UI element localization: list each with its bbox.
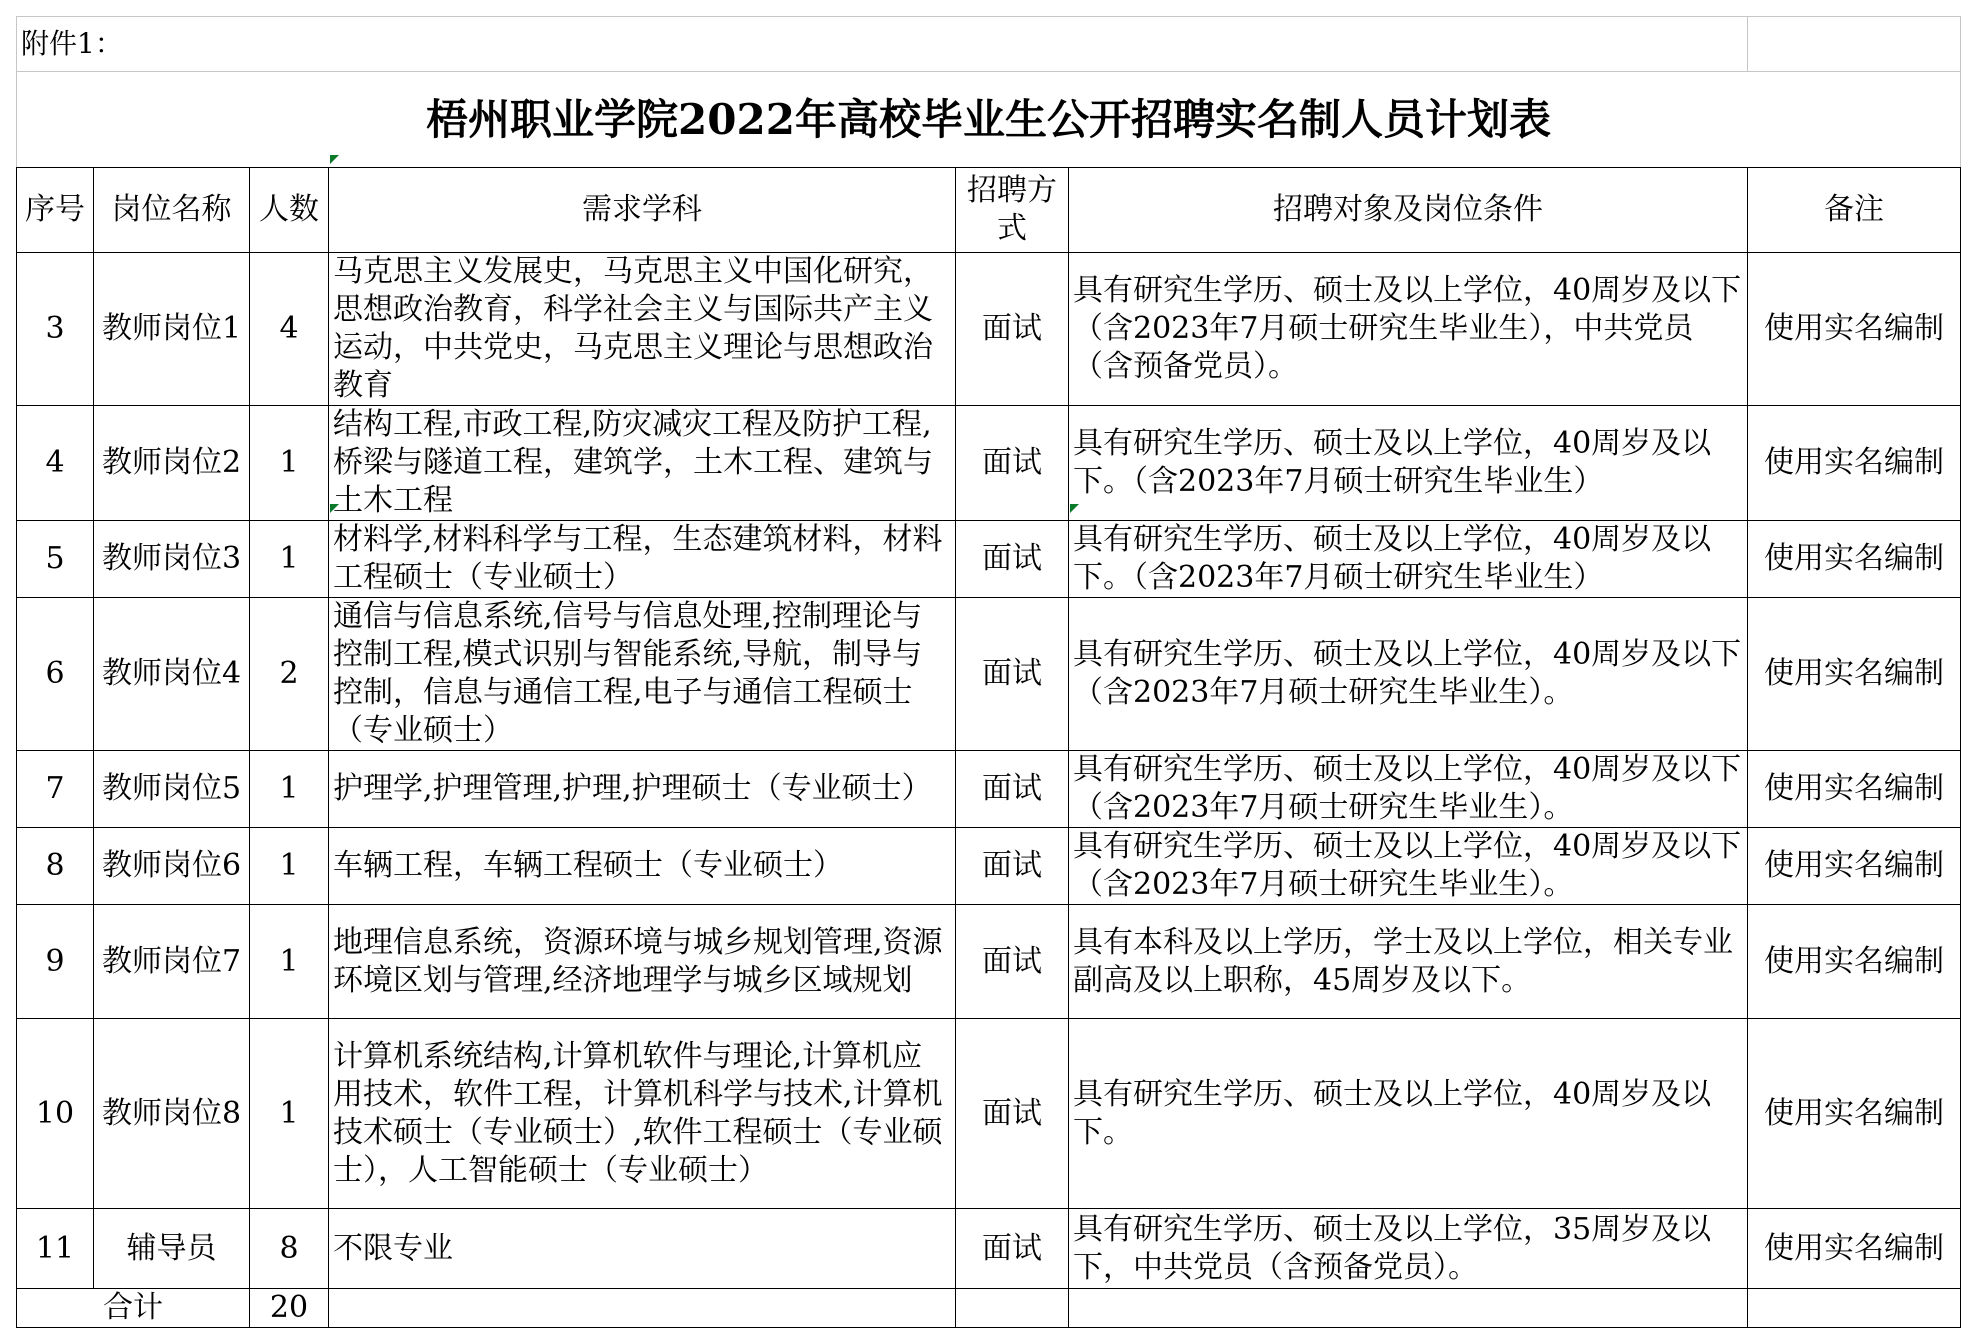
row-method: 面试 xyxy=(956,828,1069,905)
row-count: 1 xyxy=(250,521,329,598)
attachment-label: 附件1： xyxy=(17,17,1748,72)
table-row xyxy=(17,828,1961,905)
row-position: 教师岗位3 xyxy=(94,521,250,598)
row-count: 2 xyxy=(250,598,329,751)
cell-comment-marker xyxy=(330,504,339,513)
row-conditions: 具有研究生学历、硕士及以上学位，40周岁及以下。（含2023年7月硕士研究生毕业生） xyxy=(1069,406,1748,521)
row-position: 教师岗位1 xyxy=(94,253,250,406)
header-count: 人数 xyxy=(250,168,329,253)
empty-cell xyxy=(956,1289,1069,1328)
table-row xyxy=(17,1019,1961,1209)
header-seq: 序号 xyxy=(17,168,94,253)
page-title: 梧州职业学院2022年高校毕业生公开招聘实名制人员计划表 xyxy=(17,72,1961,168)
header-method: 招聘方式 xyxy=(956,168,1069,253)
row-method: 面试 xyxy=(956,905,1069,1019)
row-seq: 6 xyxy=(17,598,94,751)
row-remarks: 使用实名编制 xyxy=(1748,1019,1961,1209)
row-conditions: 具有研究生学历、硕士及以上学位，35周岁及以下，中共党员（含预备党员）。 xyxy=(1069,1209,1748,1289)
row-remarks: 使用实名编制 xyxy=(1748,521,1961,598)
row-seq: 3 xyxy=(17,253,94,406)
row-position: 辅导员 xyxy=(94,1209,250,1289)
row-count: 1 xyxy=(250,751,329,828)
row-position: 教师岗位4 xyxy=(94,598,250,751)
row-position: 教师岗位8 xyxy=(94,1019,250,1209)
recruitment-table xyxy=(16,16,1961,1328)
row-conditions: 具有研究生学历、硕士及以上学位，40周岁及以下。 xyxy=(1069,1019,1748,1209)
spreadsheet xyxy=(16,16,1960,1328)
row-remarks: 使用实名编制 xyxy=(1748,253,1961,406)
table-row xyxy=(17,905,1961,1019)
row-method: 面试 xyxy=(956,406,1069,521)
empty-cell xyxy=(1748,1289,1961,1328)
row-subject: 通信与信息系统,信号与信息处理,控制理论与控制工程,模式识别与智能系统,导航，制导与控制，信息与通信工程,电子与通信工程硕士（专业硕士） xyxy=(329,598,956,751)
row-conditions: 具有研究生学历、硕士及以上学位，40周岁及以下（含2023年7月硕士研究生毕业生）。 xyxy=(1069,828,1748,905)
cell-comment-marker xyxy=(330,155,339,164)
table-row xyxy=(17,1209,1961,1289)
row-seq: 11 xyxy=(17,1209,94,1289)
table-row xyxy=(17,253,1961,406)
row-remarks: 使用实名编制 xyxy=(1748,598,1961,751)
header-remarks: 备注 xyxy=(1748,168,1961,253)
total-row xyxy=(17,1289,1961,1328)
row-method: 面试 xyxy=(956,598,1069,751)
row-conditions: 具有研究生学历、硕士及以上学位，40周岁及以下（含2023年7月硕士研究生毕业生）。 xyxy=(1069,751,1748,828)
row-seq: 7 xyxy=(17,751,94,828)
row-remarks: 使用实名编制 xyxy=(1748,905,1961,1019)
row-count: 1 xyxy=(250,905,329,1019)
row-remarks: 使用实名编制 xyxy=(1748,751,1961,828)
header-row xyxy=(17,168,1961,253)
table-row xyxy=(17,406,1961,521)
empty-cell xyxy=(329,1289,956,1328)
row-count: 4 xyxy=(250,253,329,406)
header-subject: 需求学科 xyxy=(329,168,956,253)
table-row xyxy=(17,751,1961,828)
row-count: 1 xyxy=(250,1019,329,1209)
row-seq: 5 xyxy=(17,521,94,598)
row-count: 1 xyxy=(250,406,329,521)
row-method: 面试 xyxy=(956,751,1069,828)
row-method: 面试 xyxy=(956,1019,1069,1209)
row-conditions: 具有研究生学历、硕士及以上学位，40周岁及以下（含2023年7月硕士研究生毕业生）。 xyxy=(1069,598,1748,751)
row-position: 教师岗位2 xyxy=(94,406,250,521)
row-seq: 9 xyxy=(17,905,94,1019)
row-method: 面试 xyxy=(956,253,1069,406)
header-position: 岗位名称 xyxy=(94,168,250,253)
row-remarks: 使用实名编制 xyxy=(1748,1209,1961,1289)
total-label: 合计 xyxy=(17,1289,250,1328)
row-remarks: 使用实名编制 xyxy=(1748,406,1961,521)
row-subject: 护理学,护理管理,护理,护理硕士（专业硕士） xyxy=(329,751,956,828)
row-seq: 8 xyxy=(17,828,94,905)
row-subject: 结构工程,市政工程,防灾减灾工程及防护工程,桥梁与隧道工程，建筑学，土木工程、建筑与土木工程 xyxy=(329,406,956,521)
row-method: 面试 xyxy=(956,1209,1069,1289)
row-subject: 车辆工程，车辆工程硕士（专业硕士） xyxy=(329,828,956,905)
cell-comment-marker xyxy=(1070,504,1079,513)
row-subject: 材料学,材料科学与工程，生态建筑材料，材料工程硕士（专业硕士） xyxy=(329,521,956,598)
row-conditions: 具有研究生学历、硕士及以上学位，40周岁及以下。（含2023年7月硕士研究生毕业生） xyxy=(1069,521,1748,598)
header-conditions: 招聘对象及岗位条件 xyxy=(1069,168,1748,253)
row-subject: 地理信息系统，资源环境与城乡规划管理,资源环境区划与管理,经济地理学与城乡区域规划 xyxy=(329,905,956,1019)
row-remarks: 使用实名编制 xyxy=(1748,828,1961,905)
row-position: 教师岗位6 xyxy=(94,828,250,905)
row-count: 1 xyxy=(250,828,329,905)
table-row xyxy=(17,521,1961,598)
table-row xyxy=(17,598,1961,751)
row-count: 8 xyxy=(250,1209,329,1289)
row-conditions: 具有本科及以上学历，学士及以上学位，相关专业副高及以上职称，45周岁及以下。 xyxy=(1069,905,1748,1019)
row-position: 教师岗位7 xyxy=(94,905,250,1019)
row-method: 面试 xyxy=(956,521,1069,598)
row-conditions: 具有研究生学历、硕士及以上学位，40周岁及以下（含2023年7月硕士研究生毕业生），中共党员（含预备党员）。 xyxy=(1069,253,1748,406)
empty-cell xyxy=(1748,17,1961,72)
row-subject: 计算机系统结构,计算机软件与理论,计算机应用技术，软件工程，计算机科学与技术,计算机技术硕士（专业硕士）,软件工程硕士（专业硕士），人工智能硕士（专业硕士） xyxy=(329,1019,956,1209)
row-position: 教师岗位5 xyxy=(94,751,250,828)
total-count: 20 xyxy=(250,1289,329,1328)
row-subject: 马克思主义发展史，马克思主义中国化研究，思想政治教育，科学社会主义与国际共产主义运动，中共党史，马克思主义理论与思想政治教育 xyxy=(329,253,956,406)
row-subject: 不限专业 xyxy=(329,1209,956,1289)
empty-cell xyxy=(1069,1289,1748,1328)
row-seq: 4 xyxy=(17,406,94,521)
row-seq: 10 xyxy=(17,1019,94,1209)
